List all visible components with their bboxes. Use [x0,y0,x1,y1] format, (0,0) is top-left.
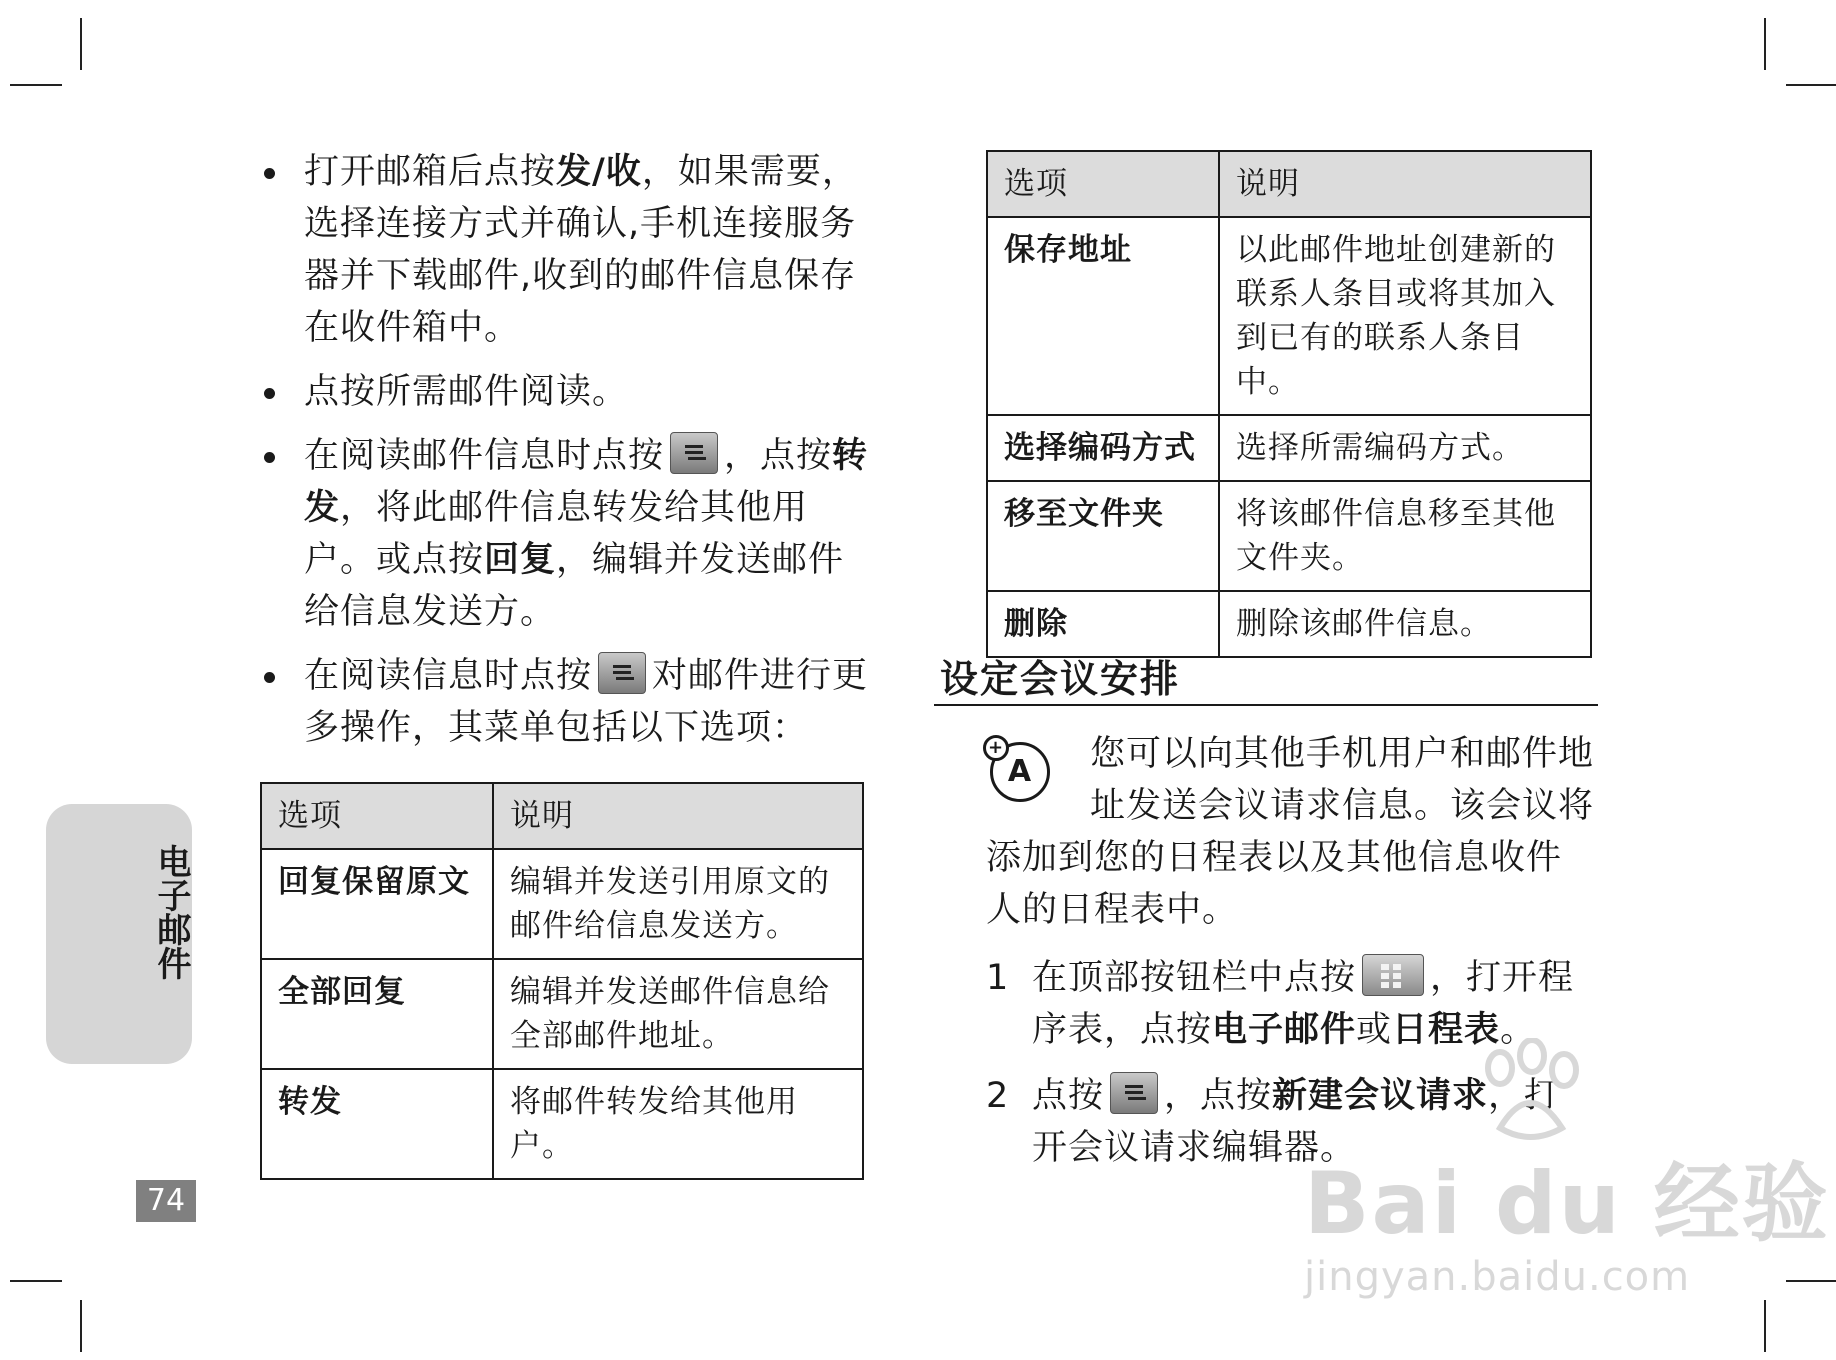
bullet-dot [264,168,275,179]
table-cell-option: 移至文件夹 [987,481,1219,591]
bullet-item [258,650,870,754]
bullet-bold: 发/收 [556,152,642,192]
chapter-label: 电子邮件 [151,844,191,980]
table-row [987,481,1591,591]
table-cell-desc: 将邮件转发给其他用户。 [493,1069,863,1179]
step-text: 或 [1356,1010,1393,1050]
crop-mark [1764,1300,1766,1352]
table-cell-desc: 删除该邮件信息。 [1219,591,1591,657]
table-header: 说明 [493,783,863,849]
bullet-text: ，编辑并发送邮件给信息发送方。 [304,540,845,632]
bullet-dot [264,388,275,399]
paw-icon [1470,1038,1590,1148]
bullet-item [258,430,870,638]
crop-mark [1764,18,1766,70]
table-cell-desc: 编辑并发送引用原文的邮件给信息发送方。 [493,849,863,959]
section-divider [934,704,1598,706]
table-cell-option: 回复保留原文 [261,849,493,959]
table-header: 说明 [1219,151,1591,217]
feature-icon [987,737,1050,802]
bullet-dot [264,452,275,463]
step-bold: 电子邮件 [1212,1010,1357,1050]
step-text: ，打开程序表，点按 [1032,958,1575,1050]
step-number: 1 [986,958,1010,998]
bullet-text: 点按所需邮件阅读。 [304,372,629,412]
table-cell-option: 全部回复 [261,959,493,1069]
bullet-text: 在阅读信息时点按 [304,656,593,696]
feature-icon-wrapper [986,728,1082,828]
table-header: 选项 [261,783,493,849]
table-cell-option: 转发 [261,1069,493,1179]
bullet-bold: 转发 [304,436,869,528]
bullet-text: 在阅读邮件信息时点按 [304,436,665,476]
step-text: 点按 [1032,1076,1105,1116]
crop-mark [80,1300,82,1352]
watermark-url: jingyan.baidu.com [1304,1254,1691,1300]
table-cell-option: 保存地址 [987,217,1219,415]
step-text: 。 [1500,1010,1537,1050]
table-cell-desc: 以此邮件地址创建新的联系人条目或将其加入到已有的联系人条目中。 [1219,217,1591,415]
page-number: 74 [136,1180,196,1222]
step-text: 在顶部按钮栏中点按 [1032,958,1357,998]
table-cell-desc: 选择所需编码方式。 [1219,415,1591,481]
bullet-item [258,366,870,418]
crop-mark [10,84,62,86]
bullet-text: 打开邮箱后点按 [304,152,557,192]
bullet-bold: 回复 [484,540,557,580]
table-cell-desc: 编辑并发送邮件信息给全部邮件地址。 [493,959,863,1069]
watermark-text: Bai du 经验 [1304,1154,1830,1254]
table-row [261,959,863,1069]
step-bold: 日程表 [1392,1010,1501,1050]
bullet-text: ，如果需要，选择连接方式并确认,手机连接服务器并下载邮件,收到的邮件信息保存在收件箱中。 [304,152,858,348]
plus-icon: + [983,735,1009,761]
section-intro [986,728,1596,936]
bullet-item [258,146,870,354]
app-grid-icon [1362,954,1424,996]
menu-key-icon [598,652,646,694]
step-number: 2 [986,1076,1010,1116]
table-cell-desc: 将该邮件信息移至其他文件夹。 [1219,481,1591,591]
table-row [987,415,1591,481]
menu-key-icon [670,432,718,474]
step-text: ，点按 [1164,1076,1273,1116]
table-row [261,1069,863,1179]
table-cell-option: 选择编码方式 [987,415,1219,481]
section-title: 设定会议安排 [940,657,1181,701]
menu-key-icon [1110,1072,1158,1114]
table-row [261,849,863,959]
bullet-text: ，将此邮件信息转发给其他用户。或点按 [304,488,809,580]
bullet-dot [264,672,275,683]
left-column [258,146,870,766]
feature-icon-glyph: A [1007,754,1033,789]
bullet-text: ，点按 [724,436,833,476]
table-header: 选项 [987,151,1219,217]
table-row [987,217,1591,415]
step-bold: 新建会议请求 [1272,1076,1489,1116]
crop-mark [10,1280,62,1282]
step-text: ，打开会议请求编辑器。 [1032,1076,1561,1168]
bullet-text: 对邮件进行更多操作，其菜单包括以下选项： [304,656,869,748]
baidu-watermark [1304,1134,1830,1300]
crop-mark [80,18,82,70]
options-table-right [986,150,1592,658]
chapter-side-tab [46,804,192,1064]
table-cell-option: 删除 [987,591,1219,657]
crop-mark [1786,84,1836,86]
options-table-left [260,782,864,1180]
intro-text: 您可以向其他手机用户和邮件地址发送会议请求信息。该会议将添加到您的日程表以及其他信息收件人的日程表中。 [986,734,1595,930]
